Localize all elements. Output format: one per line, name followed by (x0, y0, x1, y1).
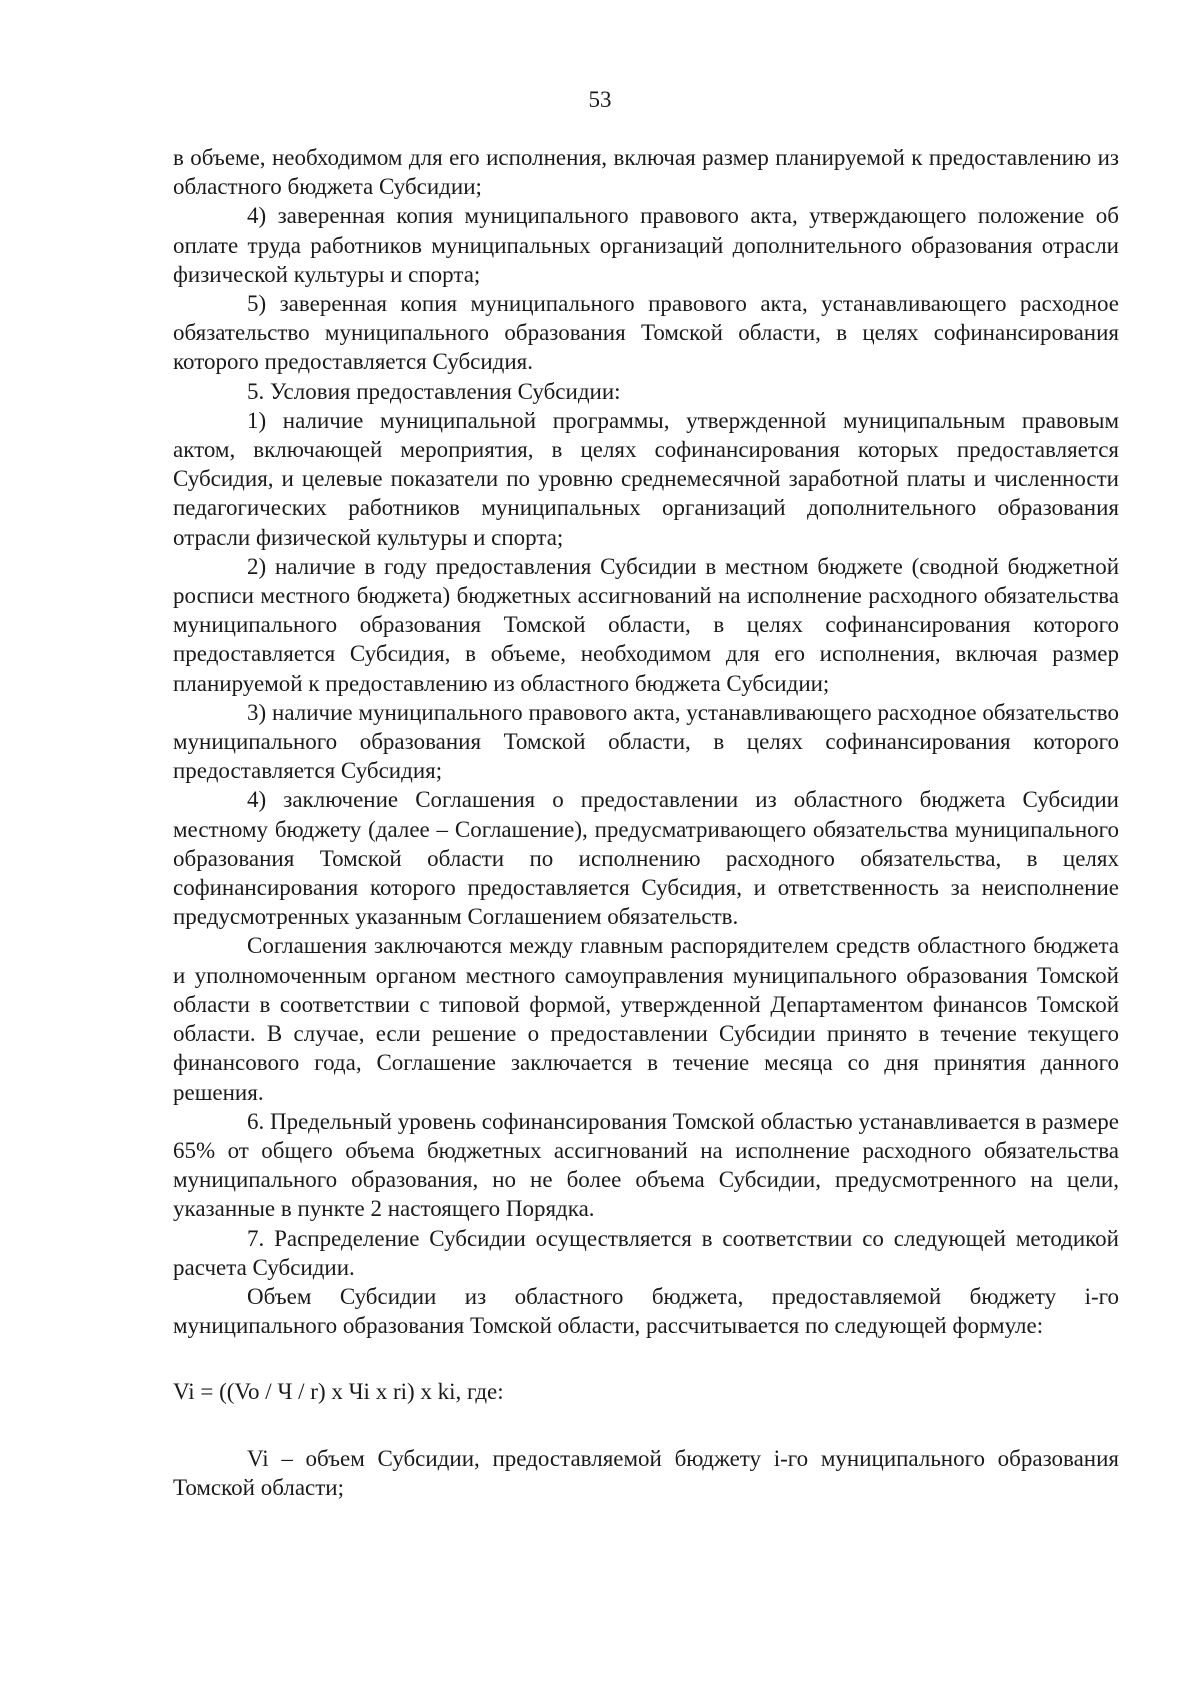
paragraph: 6. Предельный уровень софинансирования Томской областью устанавливается в размере 65% от общего объема бюджетных ассигнований на исполнение расходного обязательства муниципального образования, но не более объема Субсидии, предусмотренного на цели, указанные в пункте 2 настоящего Порядка. (173, 1108, 1119, 1222)
section-heading: 5. Условия предоставления Субсидии: (247, 378, 621, 404)
paragraph: Объем Субсидии из областного бюджета, предоставляемой бюджету i-го муниципального образования Томской области, рассчитывается по следующей формуле: (173, 1283, 1119, 1339)
paragraph: 2) наличие в году предоставления Субсидии в местном бюджете (сводной бюджетной росписи местного бюджета) бюджетных ассигнований на исполнение расходного обязательства муниципального образования Томской области, в целях софинансирования которого предоставляется Субсидия, в объеме, необходимом для его исполнения, включая размер планируемой к предоставлению из областного бюджета Субсидии; (173, 553, 1119, 696)
paragraph: 7. Распределение Субсидии осуществляется в соответствии со следующей методикой расчета Субсидии. (173, 1225, 1119, 1280)
paragraph: 3) наличие муниципального правового акта, устанавливающего расходное обязательство муниципального образования Томской области, в целях софинансирования которого предоставляется Субсидия; (173, 699, 1119, 784)
paragraph: 4) заверенная копия муниципального правового акта, утверждающего положение об оплате труда работников муниципальных организаций дополнительного образования отрасли физической культуры и спорта; (173, 203, 1119, 287)
paragraph: 1) наличие муниципальной программы, утвержденной муниципальным правовым актом, включающей мероприятия, в целях софинансирования которых предоставляется Субсидия, и целевые показатели по уровню среднемесячной заработной платы и численности педагогических работников муниципальных организаций дополнительного образования отрасли физической культуры и спорта; (173, 407, 1119, 550)
paragraph: Соглашения заключаются между главным распорядителем средств областного бюджета и уполномоченным органом местного самоуправления муниципального образования Томской области в соответствии с типовой формой, утвержденной Департаментом финансов Томской области. В случае, если решение о предоставлении Субсидии принято в течение текущего финансового года, Соглашение заключается в течение месяца со дня принятия данного решения. (173, 933, 1119, 1105)
document-body (173, 143, 1119, 1502)
definition: Vi – объем Субсидии, предоставляемой бюджету i-го муниципального образования Томской области; (173, 1445, 1119, 1500)
paragraph: в объеме, необходимом для его исполнения, включая размер планируемой к предоставлению из областного бюджета Субсидии; (173, 145, 1119, 200)
page-number: 53 (588, 87, 612, 112)
paragraph: 4) заключение Соглашения о предоставлении из областного бюджета Субсидии местному бюджету (далее – Соглашение), предусматривающего обязательства муниципального образования Томской области по исполнению расходного обязательства, в целях софинансирования которого предоставляется Субсидия, и ответственность за неисполнение предусмотренных указанным Соглашением обязательств. (173, 787, 1119, 930)
paragraph: 5) заверенная копия муниципального правового акта, устанавливающего расходное обязательство муниципального образования Томской области, в целях софинансирования которого предоставляется Субсидия. (173, 291, 1119, 375)
formula: Vi = ((Vo / Ч / r) x Чi x ri) x ki, где: (173, 1379, 504, 1405)
